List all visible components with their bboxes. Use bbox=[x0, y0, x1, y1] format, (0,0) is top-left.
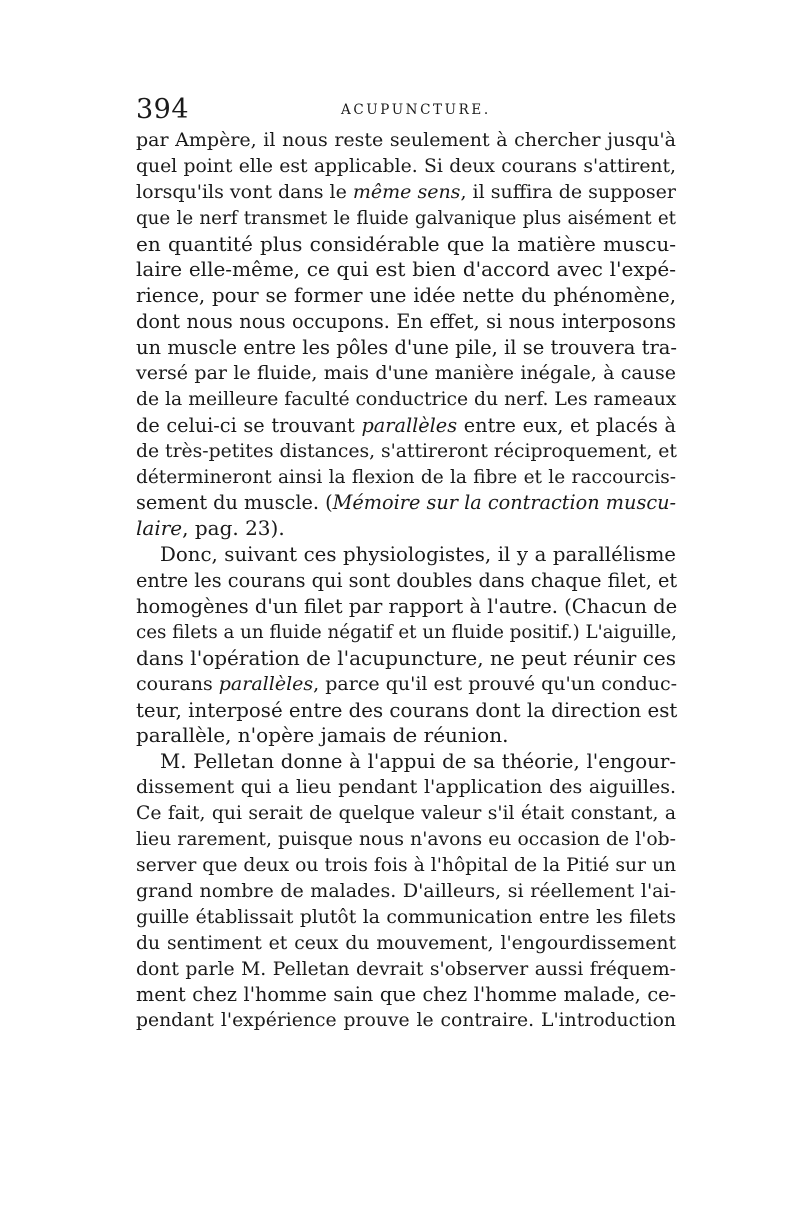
text-line: quel point elle est applicable. Si deux courans s'attirent, bbox=[136, 155, 676, 177]
text-line: teur, interposé entre des courans dont la direction est bbox=[136, 698, 678, 722]
text-line: lorsqu'ils vont dans le même sens, il suffira de supposer bbox=[136, 180, 676, 203]
text-line: détermineront ainsi la flexion de la fibre et le raccourcis- bbox=[136, 466, 676, 488]
text-line: dans l'opération de l'acupuncture, ne peut réunir ces bbox=[136, 645, 676, 670]
text-line: un muscle entre les pôles d'une pile, il se trouvera tra- bbox=[136, 336, 677, 360]
text-line: que le nerf transmet le fluide galvanique plus aisément et bbox=[136, 207, 676, 229]
text-line: laire elle-même, ce qui est bien d'accord avec l'expé- bbox=[136, 257, 676, 282]
text-line: laire, pag. 23). bbox=[136, 516, 285, 541]
text-line: ment chez l'homme sain que chez l'homme malade, ce- bbox=[136, 983, 676, 1007]
text-line: entre les courans qui sont doubles dans chaque filet, et bbox=[136, 569, 678, 593]
text-line: guille établissait plutôt la communication entre les filets bbox=[136, 906, 676, 928]
text-line: grand nombre de malades. D'ailleurs, si réellement l'ai- bbox=[136, 879, 676, 902]
text-line: Donc, suivant ces physiologistes, il y a parallélisme bbox=[160, 543, 676, 567]
text-line: de celui-ci se trouvant parallèles entre eux, et placés à bbox=[136, 413, 677, 437]
text-line: lieu rarement, puisque nous n'avons eu occasion de l'ob- bbox=[136, 829, 676, 851]
text-line: homogènes d'un filet par rapport à l'autre. (Chacun de bbox=[136, 595, 678, 619]
page-number: 394 bbox=[136, 94, 190, 125]
text-line: pendant l'expérience prouve le contraire. L'introduction bbox=[136, 1010, 676, 1032]
text-line: dissement qui a lieu pendant l'application des aiguilles. bbox=[136, 776, 676, 799]
text-line: Ce fait, qui serait de quelque valeur s'il était constant, a bbox=[136, 803, 676, 825]
text-line: de très-petites distances, s'attireront réciproquement, et bbox=[136, 440, 677, 462]
text-line: en quantité plus considérable que la matière muscu- bbox=[136, 231, 676, 256]
text-line: sement du muscle. (Mémoire sur la contraction muscu- bbox=[136, 491, 677, 515]
running-head: ACUPUNCTURE. bbox=[341, 102, 491, 118]
text-line: parallèle, n'opère jamais de réunion. bbox=[136, 723, 509, 748]
text-line: M. Pelletan donne à l'appui de sa théorie, l'engour- bbox=[160, 750, 676, 774]
text-line: dont nous nous occupons. En effet, si nous interposons bbox=[136, 310, 676, 334]
text-line: rience, pour se former une idée nette du phénomène, bbox=[136, 284, 676, 308]
text-line: ces filets a un fluide négatif et un fluide positif.) L'aiguille, bbox=[136, 621, 677, 643]
text-line: dont parle M. Pelletan devrait s'observer aussi fréquem- bbox=[136, 958, 676, 980]
text-line: de la meilleure faculté conductrice du nerf. Les rameaux bbox=[136, 388, 677, 410]
text-line: server que deux ou trois fois à l'hôpital de la Pitié sur un bbox=[136, 854, 677, 876]
body-text bbox=[136, 128, 676, 1034]
text-line: courans parallèles, parce qu'il est prouvé qu'un conduc- bbox=[136, 672, 678, 695]
text-line: du sentiment et ceux du mouvement, l'engourdissement bbox=[136, 932, 676, 954]
text-line: versé par le fluide, mais d'une manière inégale, à cause bbox=[136, 362, 676, 385]
page-header bbox=[136, 92, 676, 128]
text-line: par Ampère, il nous reste seulement à chercher jusqu'à bbox=[136, 129, 676, 151]
